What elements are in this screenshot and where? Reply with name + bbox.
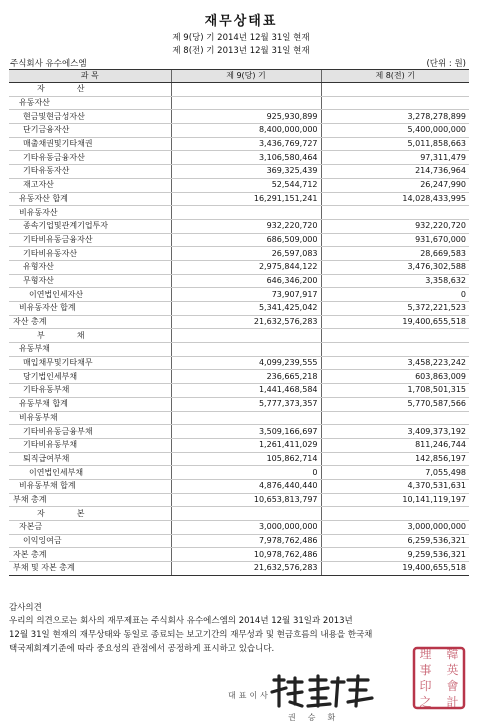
prior-period-amount: 14,028,433,995 <box>321 192 469 206</box>
account-label: 단기금융자산 <box>9 124 171 138</box>
table-row <box>9 124 469 138</box>
current-period-amount: 3,436,769,727 <box>171 137 321 151</box>
seal-char: 韓 <box>446 647 459 661</box>
table-row <box>9 425 469 439</box>
account-label: 부채 <box>9 329 171 343</box>
prior-period-amount <box>321 507 469 521</box>
company-name: 주식회사 유수에스엠 <box>10 59 87 69</box>
account-label: 퇴직급여부채 <box>9 452 171 466</box>
representative-name: 권승화 <box>288 713 348 722</box>
current-period-amount: 5,341,425,042 <box>171 302 321 316</box>
prior-period-amount: 19,400,655,518 <box>321 562 469 576</box>
account-label: 비유동부채 <box>9 411 171 425</box>
account-label: 비유동자산 합계 <box>9 302 171 316</box>
prior-period-amount: 1,708,501,315 <box>321 384 469 398</box>
table-row <box>9 479 469 493</box>
table-row <box>9 206 469 220</box>
table-row <box>9 288 469 302</box>
account-label: 매출채권및기타채권 <box>9 137 171 151</box>
signature-image <box>268 672 378 712</box>
current-period-amount: 16,291,151,241 <box>171 192 321 206</box>
table-row <box>9 356 469 370</box>
prior-period-amount: 0 <box>321 288 469 302</box>
audit-line: 택국제회계기준에 따라 중요성의 관점에서 공정하게 표시하고 있습니다. <box>9 644 275 654</box>
prior-period-amount: 28,669,583 <box>321 247 469 261</box>
table-row <box>9 247 469 261</box>
prior-period-amount: 5,372,221,523 <box>321 302 469 316</box>
current-period-amount: 3,106,580,464 <box>171 151 321 165</box>
prior-period-amount: 97,311,479 <box>321 151 469 165</box>
current-period-amount: 10,653,813,797 <box>171 493 321 507</box>
table-row <box>9 302 469 316</box>
account-label: 자산 <box>9 83 171 97</box>
table-row <box>9 438 469 452</box>
seal-char: 英 <box>446 663 459 677</box>
account-label: 재고자산 <box>9 178 171 192</box>
current-period-amount: 686,509,000 <box>171 233 321 247</box>
prior-period-amount: 932,220,720 <box>321 219 469 233</box>
table-row <box>9 548 469 562</box>
prior-period-amount <box>321 411 469 425</box>
prior-period-amount: 3,000,000,000 <box>321 521 469 535</box>
prior-period-amount: 5,400,000,000 <box>321 124 469 138</box>
prior-period-amount: 9,259,536,321 <box>321 548 469 562</box>
prior-period-amount: 10,141,119,197 <box>321 493 469 507</box>
current-period-amount: 369,325,439 <box>171 165 321 179</box>
table-row <box>9 343 469 357</box>
audit-opinion-text <box>9 614 477 656</box>
seal-char: 會 <box>446 679 459 693</box>
account-label: 기타유동부채 <box>9 384 171 398</box>
current-period-amount: 1,441,468,584 <box>171 384 321 398</box>
account-label: 당기법인세부채 <box>9 370 171 384</box>
account-label: 유동부채 합계 <box>9 397 171 411</box>
audit-opinion-title: 감사의견 <box>9 603 42 613</box>
account-label: 유형자산 <box>9 260 171 274</box>
table-row <box>9 83 469 97</box>
table-row <box>9 260 469 274</box>
account-label: 비유동자산 <box>9 206 171 220</box>
prior-period-amount <box>321 83 469 97</box>
table-header-row <box>9 70 469 83</box>
account-label: 기타비유동자산 <box>9 247 171 261</box>
table-row <box>9 521 469 535</box>
prior-period-amount: 7,055,498 <box>321 466 469 480</box>
account-label: 유동자산 <box>9 96 171 110</box>
prior-period-amount: 931,670,000 <box>321 233 469 247</box>
seal-char: 理 <box>419 647 432 661</box>
prior-period-amount: 3,409,373,192 <box>321 425 469 439</box>
prior-period-amount: 6,259,536,321 <box>321 534 469 548</box>
current-period-amount: 0 <box>171 466 321 480</box>
current-period-amount: 932,220,720 <box>171 219 321 233</box>
account-label: 자본금 <box>9 521 171 535</box>
table-row <box>9 274 469 288</box>
table-row <box>9 165 469 179</box>
current-period-amount: 3,000,000,000 <box>171 521 321 535</box>
account-label: 자본 <box>9 507 171 521</box>
table-row <box>9 151 469 165</box>
account-label: 기타비유동금융부채 <box>9 425 171 439</box>
account-label: 현금및현금성자산 <box>9 110 171 124</box>
table-row <box>9 219 469 233</box>
table-row <box>9 110 469 124</box>
account-label: 매입채무및기타채무 <box>9 356 171 370</box>
current-period-amount: 3,509,166,697 <box>171 425 321 439</box>
table-row <box>9 315 469 329</box>
period-current: 제 9(당) 기 2014년 12월 31일 현재 <box>172 33 310 43</box>
table-row <box>9 233 469 247</box>
account-label: 종속기업및관계기업투자 <box>9 219 171 233</box>
table-row <box>9 411 469 425</box>
account-label: 비유동부채 합계 <box>9 479 171 493</box>
prior-period-amount: 19,400,655,518 <box>321 315 469 329</box>
current-period-amount <box>171 329 321 343</box>
statement-title: 재무상태표 <box>204 14 278 29</box>
current-period-amount: 646,346,200 <box>171 274 321 288</box>
current-period-amount <box>171 83 321 97</box>
seal-char: 印 <box>419 679 432 693</box>
current-period-amount: 10,978,762,486 <box>171 548 321 562</box>
table-row <box>9 329 469 343</box>
account-label: 무형자산 <box>9 274 171 288</box>
account-label: 기타비유동부채 <box>9 438 171 452</box>
table-row <box>9 370 469 384</box>
balance-sheet-table <box>9 69 469 576</box>
header-account: 과 목 <box>9 70 171 83</box>
period-prior: 제 8(전) 기 2013년 12월 31일 현재 <box>172 46 310 56</box>
current-period-amount <box>171 507 321 521</box>
account-label: 기타유동자산 <box>9 165 171 179</box>
account-label: 기타유동금융자산 <box>9 151 171 165</box>
table-row <box>9 192 469 206</box>
company-seal-stamp <box>412 646 466 710</box>
prior-period-amount: 214,736,964 <box>321 165 469 179</box>
account-label: 유동자산 합계 <box>9 192 171 206</box>
table-row <box>9 178 469 192</box>
account-label: 이연법인세자산 <box>9 288 171 302</box>
account-label: 자본 총계 <box>9 548 171 562</box>
seal-char: 事 <box>419 663 432 677</box>
currency-unit: (단위 : 원) <box>426 59 466 69</box>
seal-char: 計 <box>446 695 459 709</box>
current-period-amount: 925,930,899 <box>171 110 321 124</box>
audit-line: 12월 31일 현재의 재무상태와 동일로 종료되는 보고기간의 재무성과 및 현금흐름의 내용을 한국채 <box>9 630 373 640</box>
current-period-amount: 7,978,762,486 <box>171 534 321 548</box>
table-row <box>9 452 469 466</box>
current-period-amount: 21,632,576,283 <box>171 315 321 329</box>
header-prior-period: 제 8(전) 기 <box>321 70 469 83</box>
current-period-amount: 4,099,239,555 <box>171 356 321 370</box>
table-row <box>9 507 469 521</box>
current-period-amount <box>171 96 321 110</box>
table-row <box>9 397 469 411</box>
prior-period-amount: 26,247,990 <box>321 178 469 192</box>
prior-period-amount: 603,863,009 <box>321 370 469 384</box>
prior-period-amount: 811,246,744 <box>321 438 469 452</box>
table-row <box>9 534 469 548</box>
current-period-amount: 26,597,083 <box>171 247 321 261</box>
table-row <box>9 96 469 110</box>
prior-period-amount: 5,770,587,566 <box>321 397 469 411</box>
current-period-amount: 2,975,844,122 <box>171 260 321 274</box>
representative-label: 대표이사 <box>228 691 271 700</box>
account-label: 부채 총계 <box>9 493 171 507</box>
header-current-period: 제 9(당) 기 <box>171 70 321 83</box>
prior-period-amount: 4,370,531,631 <box>321 479 469 493</box>
prior-period-amount: 3,458,223,242 <box>321 356 469 370</box>
current-period-amount: 8,400,000,000 <box>171 124 321 138</box>
account-label: 유동부채 <box>9 343 171 357</box>
current-period-amount: 21,632,576,283 <box>171 562 321 576</box>
account-label: 자산 총계 <box>9 315 171 329</box>
account-label: 기타비유동금융자산 <box>9 233 171 247</box>
current-period-amount: 5,777,373,357 <box>171 397 321 411</box>
account-label: 부채 및 자본 총계 <box>9 562 171 576</box>
account-label: 이익잉여금 <box>9 534 171 548</box>
table-row <box>9 384 469 398</box>
current-period-amount: 1,261,411,029 <box>171 438 321 452</box>
current-period-amount: 4,876,440,440 <box>171 479 321 493</box>
prior-period-amount <box>321 96 469 110</box>
current-period-amount: 73,907,917 <box>171 288 321 302</box>
current-period-amount: 52,544,712 <box>171 178 321 192</box>
current-period-amount: 105,862,714 <box>171 452 321 466</box>
prior-period-amount: 142,856,197 <box>321 452 469 466</box>
current-period-amount <box>171 206 321 220</box>
prior-period-amount: 3,476,302,588 <box>321 260 469 274</box>
prior-period-amount <box>321 329 469 343</box>
table-row <box>9 466 469 480</box>
current-period-amount <box>171 343 321 357</box>
prior-period-amount <box>321 206 469 220</box>
table-row <box>9 137 469 151</box>
seal-char: 之 <box>419 695 432 709</box>
prior-period-amount <box>321 343 469 357</box>
table-row <box>9 493 469 507</box>
current-period-amount <box>171 411 321 425</box>
prior-period-amount: 3,278,278,899 <box>321 110 469 124</box>
current-period-amount: 236,665,218 <box>171 370 321 384</box>
table-row <box>9 562 469 576</box>
prior-period-amount: 3,358,632 <box>321 274 469 288</box>
account-label: 이연법인세부채 <box>9 466 171 480</box>
audit-line: 우리의 의견으로는 회사의 재무제표는 주식회사 유수에스엠의 2014년 12월 31일과 2013년 <box>9 616 353 626</box>
table-body <box>9 83 469 576</box>
prior-period-amount: 5,011,858,663 <box>321 137 469 151</box>
